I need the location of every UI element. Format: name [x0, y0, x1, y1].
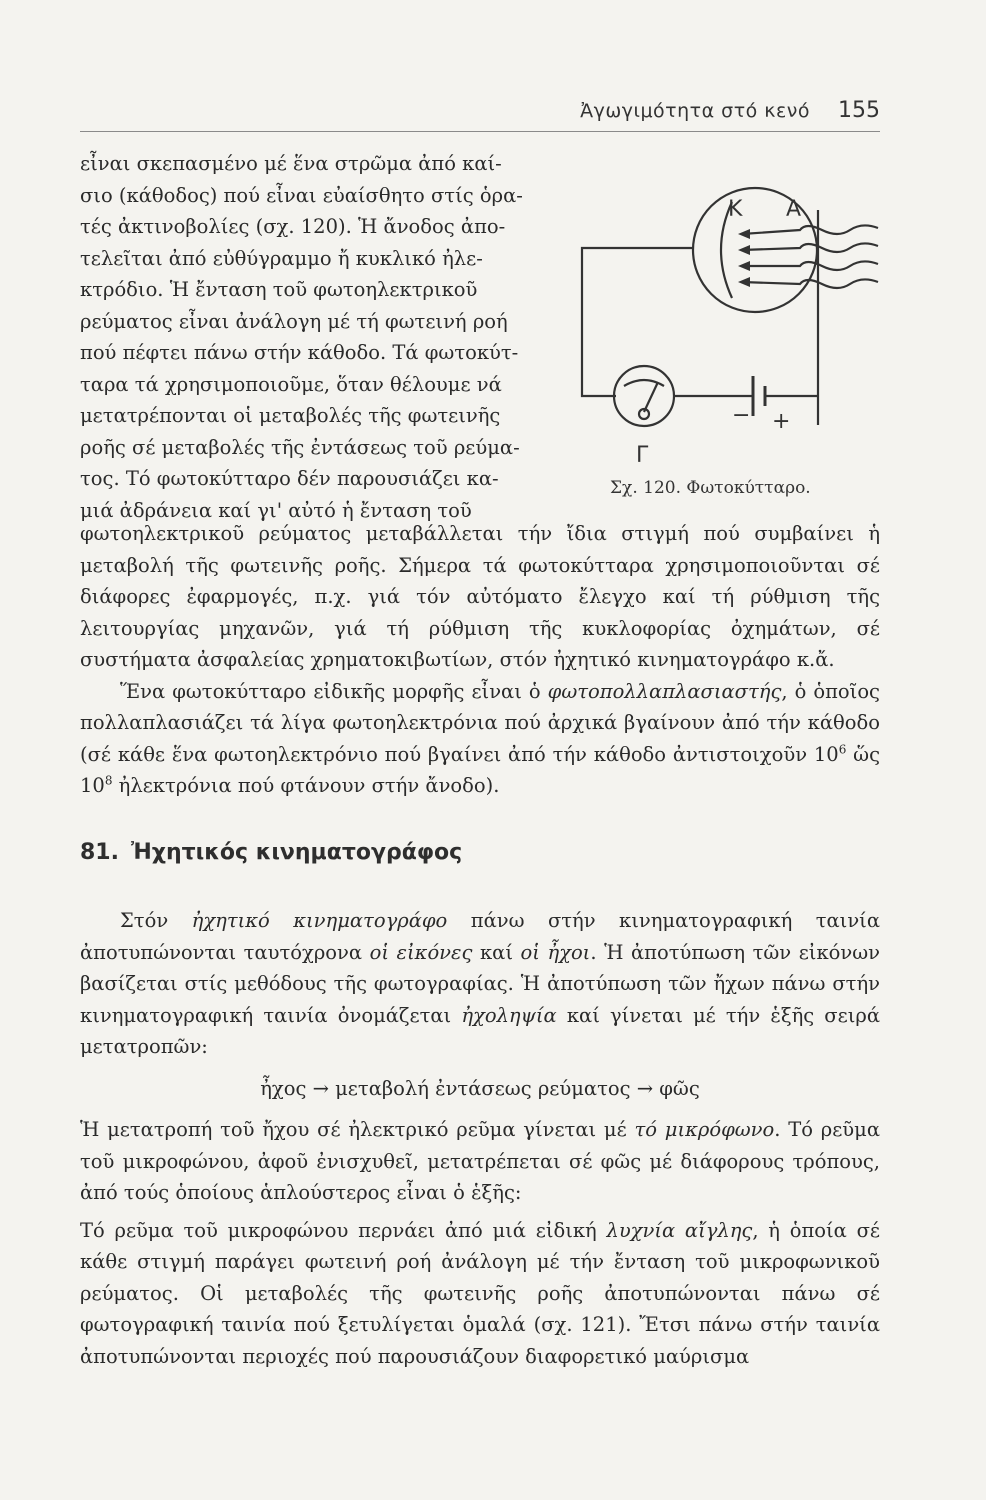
- figure-caption: Σχ. 120. Φωτοκύτταρο.: [610, 478, 811, 498]
- photocell-circuit-diagram: [560, 160, 880, 470]
- text-span: , ὁ ὁποῖος πολλαπλασιάζει τά λίγα φωτοηλεκτρόνια πού ἀρχικά βγαίνουν ἀπό τήν κάθοδο (σέ κάθε ἕνα φωτοηλεκτρόνιο πού βγαίνει ἀπό τήν κάθοδο ἀντιστοιχοῦν 10: [80, 679, 880, 766]
- photocell-figure: [560, 160, 880, 500]
- text-span: ὥς 10: [80, 742, 880, 797]
- text-span: Ἕνα φωτοκύτταρο εἰδικῆς μορφῆς εἶναι ὁ: [120, 679, 548, 703]
- exponent: 6: [838, 742, 847, 756]
- intro-line: μιά ἀδράνεια καί γι' αὐτό ἡ ἔνταση τοῦ: [80, 498, 472, 522]
- galvanometer: [614, 366, 674, 426]
- term-glow-lamp: λυχνία αἴγλης: [606, 1218, 753, 1242]
- paragraph-microphone: [80, 1114, 880, 1209]
- section-body: [80, 905, 880, 1372]
- intro-paragraph: [80, 148, 540, 526]
- text-span: . Ἡ ἀποτύπωση τῶν εἰκόνων βασίζεται στίς μεθόδους τῆς φωτογραφίας. Ἡ ἀποτύπωση τῶν ἤχων πάνω στήν κινηματογραφική ταινία ὀνομάζεται: [80, 940, 880, 1027]
- text-span: , ἡ ὁποία σέ κάθε στιγμή παράγει φωτεινή ροή ἀνάλογη μέ τήν ἔνταση τοῦ μικροφωνικοῦ ρεύματος. Οἱ μεταβολές τῆς φωτεινῆς ροῆς ἀποτυπώνονται πάνω σέ φωτογραφική ταινία πού ξετυλίγεται ὁμαλά (σχ. 121). Ἔτσι πάνω στήν ταινία ἀποτυπώνονται περιοχές πού παρουσιάζουν διαφορετικό μαύρισμα: [80, 1218, 881, 1368]
- intro-line: πού πέφτει πάνω στήν κάθοδο. Τά φωτοκύτ-: [80, 341, 519, 364]
- page-number: 155: [838, 98, 880, 123]
- paragraph-continuation: φωτοηλεκτρικοῦ ρεύματος μεταβάλλεται τήν ἴδια στιγμή πού συμβαίνει ἡ μεταβολή τῆς φωτεινῆς ροῆς. Σήμερα τά φωτοκύτταρα χρησιμοποιοῦνται σέ διάφορες ἐφαρμογές, π.χ. γιά τόν αὐτόματο ἔλεγχο καί τή ρύθμιση τῆς λειτουργίας μηχανῶν, γιά τή ρύθμιση τῆς κυκλοφορίας ὀχημάτων, σέ συστήματα ἀσφαλείας χρηματοκιβωτίων, στόν ἠχητικό κινηματογράφο κ.ἄ.: [80, 522, 880, 671]
- paragraph-sound-film: [80, 905, 880, 1063]
- term-sound-recording: ἠχοληψία: [461, 1003, 557, 1027]
- plus-sign: +: [772, 409, 791, 434]
- intro-line: κτρόδιο. Ἡ ἔνταση τοῦ φωτοηλεκτρικοῦ: [80, 278, 478, 301]
- text-span: ἠλεκτρόνια πού φτάνουν στήν ἄνοδο).: [112, 774, 500, 797]
- conversion-formula: ἦχος → μεταβολή ἐντάσεως ρεύματος → φῶς: [260, 1076, 700, 1100]
- circuit-wire-left: [582, 248, 694, 396]
- term-sound-cinema: ἠχητικό κινηματογράφο: [191, 909, 448, 932]
- intro-line: εἶναι σκεπασμένο μέ ἕνα στρῶμα ἀπό καί-: [80, 152, 502, 175]
- cathode-label: Κ: [728, 197, 743, 222]
- text-span: πάνω στήν κινηματογραφική ταινία ἀποτυπώνονται ταυτόχρονα: [80, 909, 880, 964]
- paragraph-photomultiplier: [80, 676, 880, 802]
- text-span: Ἡ μετατροπή τοῦ ἤχου σέ ἠλεκτρικό ρεῦμα γίνεται μέ: [80, 1118, 635, 1141]
- running-title: Ἀγωγιμότητα στό κενό: [580, 100, 810, 122]
- intro-line: τές ἀκτινοβολίες (σχ. 120). Ἡ ἄνοδος ἀπο-: [80, 215, 506, 238]
- exponent: 8: [104, 773, 113, 788]
- section-heading: [80, 840, 462, 865]
- text-span: καί: [472, 940, 521, 964]
- intro-line: ροῆς σέ μεταβολές τῆς ἐντάσεως τοῦ ρεύμα-: [80, 435, 520, 459]
- section-title: Ἠχητικός κινηματογράφος: [130, 840, 463, 865]
- galvanometer-label: Γ: [636, 443, 649, 468]
- text-span: Στόν: [120, 909, 192, 932]
- term-images: οἱ εἰκόνες: [369, 940, 473, 964]
- intro-line: μετατρέπονται οἱ μεταβολές τῆς φωτεινῆς: [80, 404, 501, 427]
- term-microphone: τό μικρόφωνο: [634, 1118, 775, 1141]
- intro-line: σιο (κάθοδος) πού εἶναι εὐαίσθητο στίς ὁρα-: [80, 183, 523, 207]
- text-span: . Τό ρεῦμα τοῦ μικροφώνου, ἀφοῦ ἐνισχυθεῖ, μετατρέπεται σέ φῶς μέ διάφορους τρόπους, ἀπό τούς ὁποίους ἁπλούστερος εἶναι ὁ ἑξῆς:: [80, 1118, 881, 1204]
- minus-sign: −: [732, 403, 751, 428]
- running-header: [80, 98, 880, 132]
- section-number: 81.: [80, 840, 119, 865]
- text-span: καί γίνεται μέ τήν ἑξῆς σειρά μετατροπῶν:: [80, 1003, 880, 1058]
- intro-line: τελεῖται ἀπό εὐθύγραμμο ἤ κυκλικό ἠλε-: [80, 246, 483, 270]
- intro-line: ταρα τά χρησιμοποιοῦμε, ὅταν θέλουμε νά: [80, 372, 502, 396]
- body-continuation: [80, 518, 880, 802]
- intro-line: τος. Τό φωτοκύτταρο δέν παρουσιάζει κα-: [80, 467, 499, 490]
- anode-label: Α: [786, 197, 802, 222]
- paragraph-glow-lamp: [80, 1215, 880, 1373]
- intro-line: ρεύματος εἶναι ἀνάλογη μέ τή φωτεινή ροή: [80, 309, 508, 333]
- term-sounds: οἱ ἦχοι: [520, 940, 591, 964]
- header-rule: [80, 131, 880, 132]
- text-span: Τό ρεῦμα τοῦ μικροφώνου περνάει ἀπό μιά εἰδική: [80, 1218, 607, 1242]
- term-photomultiplier: φωτοπολλαπλασιαστής: [547, 679, 782, 703]
